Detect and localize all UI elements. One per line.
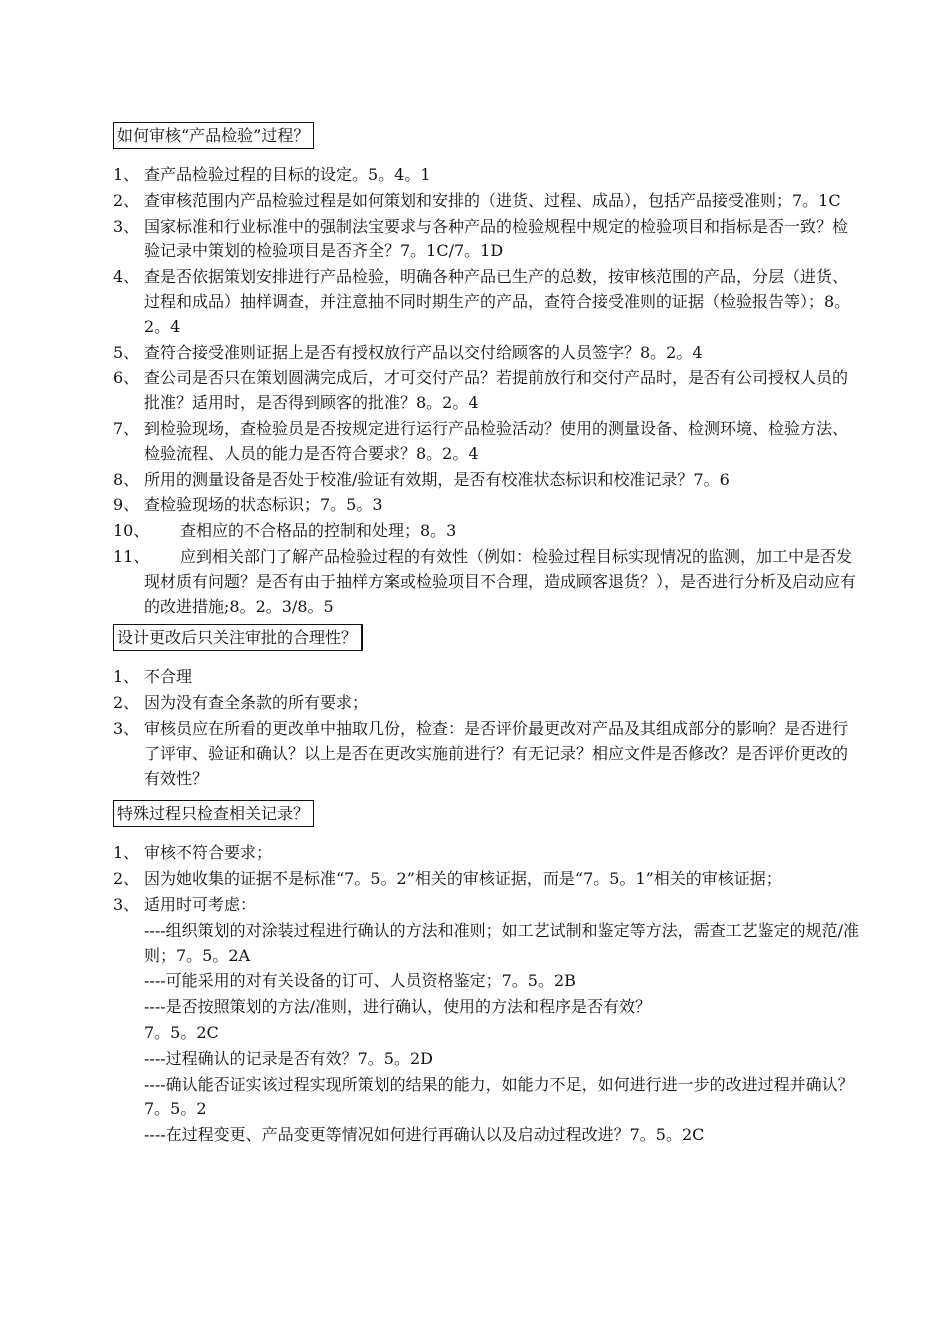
list-item (113, 691, 862, 716)
list-item (113, 717, 862, 791)
item-number: 3、 (113, 894, 140, 914)
list-item (113, 893, 862, 918)
item-text: 应到相关部门了解产品检验过程的有效性（例如：检验过程目标实现情况的监测，加工中是否发现材质有问题？是否有由于抽样方案或检验项目不合理，造成顾客退货？），是否进行分析及启动应有的改进措施;8。2。3/8。5 (144, 546, 857, 616)
sub-item: 7。5。2C (144, 1022, 219, 1042)
list-item (113, 189, 862, 214)
section-design-change (113, 620, 862, 791)
section-product-inspection (113, 118, 862, 619)
item-number: 2、 (113, 190, 140, 210)
list-item (113, 665, 862, 690)
list-item (113, 519, 862, 544)
sub-item: ----过程确认的记录是否有效？7。5。2D (144, 1048, 433, 1068)
list-item (113, 341, 862, 366)
list-item (113, 545, 862, 619)
list-item (113, 366, 862, 416)
item-number: 10、 (113, 521, 150, 541)
list-item (113, 841, 862, 866)
item-number: 5、 (113, 342, 140, 362)
section-heading: 如何审核“产品检验”过程？ (113, 122, 314, 149)
item-number: 4、 (113, 267, 140, 287)
item-text: 国家标准和行业标准中的强制法宝要求与各种产品的检验规程中规定的检验项目和指标是否一致？检验记录中策划的检验项目是否齐全？7。1C/7。1D (144, 216, 849, 261)
item-text: 查相应的不合格品的控制和处理；8。3 (180, 521, 457, 541)
item-number: 8、 (113, 469, 140, 489)
item-text: 审核不符合要求； (144, 843, 273, 863)
item-list (113, 841, 862, 917)
list-item (113, 163, 862, 188)
item-number: 2、 (113, 693, 140, 713)
item-number: 3、 (113, 216, 140, 236)
sub-item: ----在过程变更、产品变更等情况如何进行再确认以及启动过程改进？7。5。2C (144, 1125, 705, 1145)
item-number: 1、 (113, 165, 140, 184)
sub-item: ----确认能否证实该过程实现所策划的结果的能力，如能力不足，如何进行进一步的改进过程并确认？7。5。2 (144, 1074, 854, 1119)
item-text: 查审核范围内产品检验过程是如何策划和安排的（进货、过程、成品），包括产品接受准则；7。1C (144, 190, 841, 210)
item-number: 9、 (113, 495, 140, 515)
item-text: 因为她收集的证据不是标准“7。5。2”相关的审核证据，而是“7。5。1”相关的审核证据； (144, 869, 782, 889)
item-text: 查产品检验过程的目标的设定。5。4。1 (144, 165, 431, 184)
list-item (113, 493, 862, 518)
list-item (113, 215, 862, 265)
item-text: 因为没有查全条款的所有要求； (144, 693, 369, 713)
item-list (113, 163, 862, 619)
section-heading: 特殊过程只检查相关记录？ (113, 800, 314, 827)
item-number: 2、 (113, 869, 140, 889)
item-list (113, 665, 862, 791)
item-text: 查检验现场的状态标识；7。5。3 (144, 495, 383, 515)
sub-item: ----可能采用的对有关设备的订可、人员资格鉴定；7。5。2B (144, 971, 576, 991)
list-item (113, 417, 862, 467)
item-number: 1、 (113, 843, 140, 863)
item-text: 查符合接受准则证据上是否有授权放行产品以交付给顾客的人员签字？8。2。4 (144, 342, 703, 362)
item-number: 7、 (113, 418, 140, 438)
item-number: 11、 (113, 546, 150, 566)
item-text: 不合理 (144, 667, 193, 687)
item-text: 所用的测量设备是否处于校准/验证有效期，是否有校准状态标识和校准记录？7。6 (144, 469, 730, 489)
list-item (113, 468, 862, 493)
sub-item: ----组织策划的对涂装过程进行确认的方法和准则；如工艺试制和鉴定等方法，需查工艺鉴定的规范/准则；7。5。2A (144, 920, 860, 965)
item-number: 6、 (113, 368, 140, 388)
item-number: 3、 (113, 718, 140, 738)
sub-item-list (113, 919, 862, 1148)
item-number: 1、 (113, 667, 140, 687)
list-item (113, 867, 862, 892)
item-text: 审核员应在所看的更改单中抽取几份，检查：是否评价最更改对产品及其组成部分的影响？是否进行了评审、验证和确认？以上是否在更改实施前进行？有无记录？相应文件是否修改？是否评价更改的有效性？ (144, 718, 849, 788)
section-heading: 设计更改后只关注审批的合理性？ (113, 624, 363, 651)
item-text: 查公司是否只在策划圆满完成后，才可交付产品？若提前放行和交付产品时，是否有公司授权人员的批准？适用时，是否得到顾客的批准？8。2。4 (144, 368, 849, 413)
list-item (113, 265, 862, 339)
item-text: 查是否依据策划安排进行产品检验，明确各种产品已生产的总数，按审核范围的产品，分层（进货、过程和成品）抽样调查，并注意抽不同时期生产的产品，查符合接受准则的证据（检验报告等）；8。2。4 (144, 267, 851, 336)
item-text: 适用时可考虑： (144, 894, 257, 914)
sub-item: ----是否按照策划的方法/准则，进行确认，使用的方法和程序是否有效？ (144, 997, 652, 1017)
section-special-process (113, 792, 862, 1148)
item-text: 到检验现场，查检验员是否按规定进行运行产品检验活动？使用的测量设备、检测环境、检验方法、检验流程、人员的能力是否符合要求？8。2。4 (144, 418, 849, 463)
